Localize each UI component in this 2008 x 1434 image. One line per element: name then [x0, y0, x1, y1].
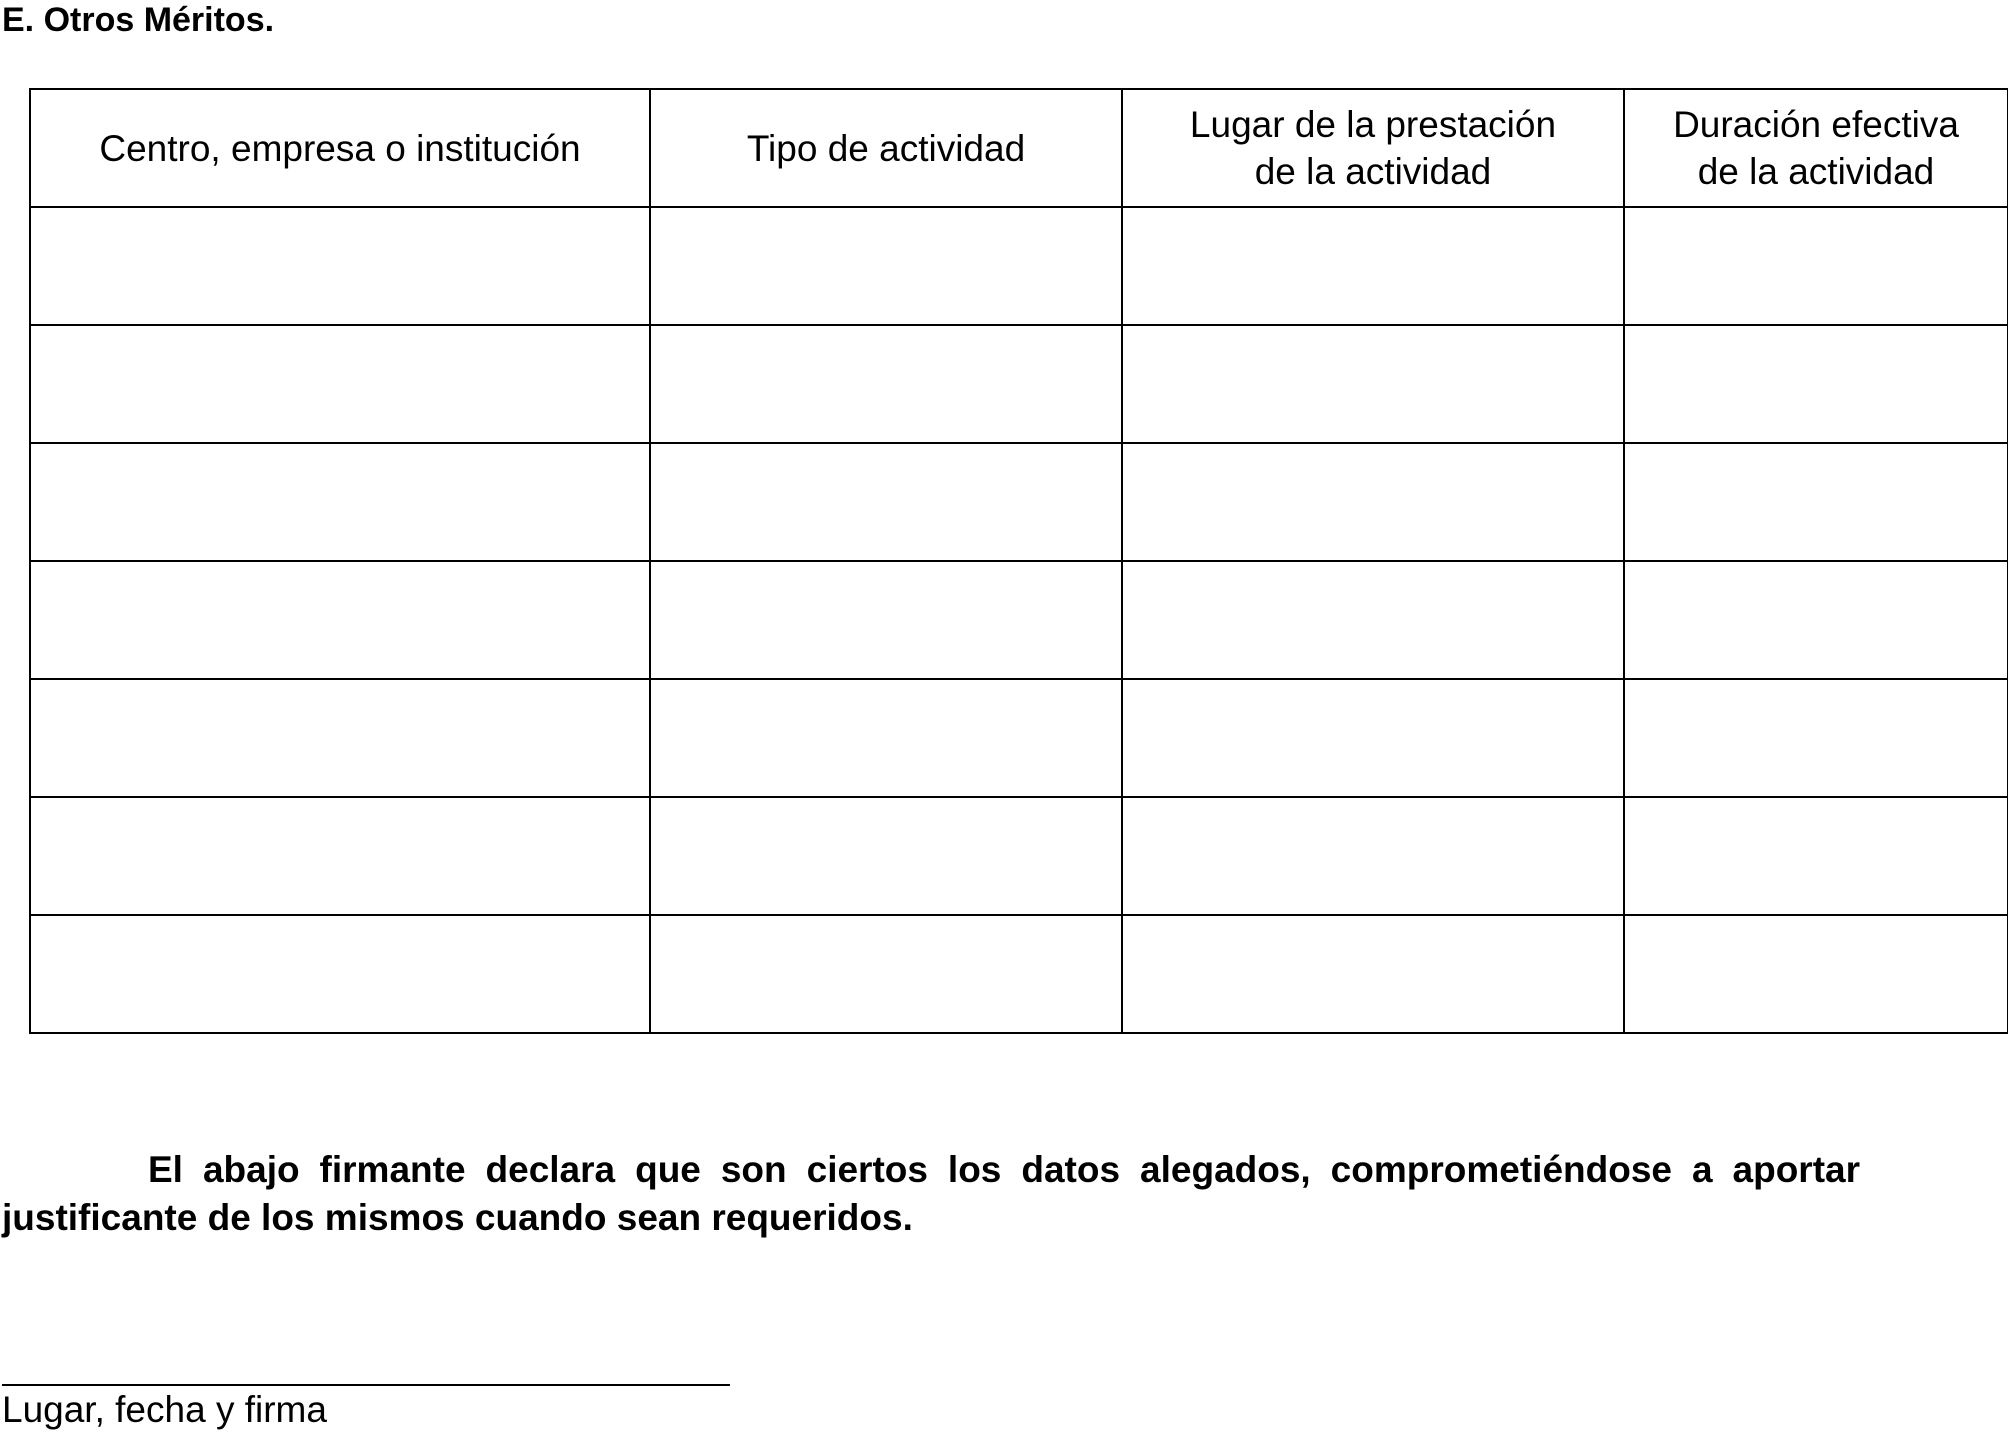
table-cell-duracion[interactable]	[1624, 207, 2008, 325]
table-cell-lugar[interactable]	[1122, 797, 1624, 915]
table-cell-lugar[interactable]	[1122, 679, 1624, 797]
table-cell-duracion[interactable]	[1624, 443, 2008, 561]
table-row	[30, 797, 2008, 915]
table-row	[30, 679, 2008, 797]
table-cell-centro[interactable]	[30, 915, 650, 1033]
table-cell-tipo[interactable]	[650, 915, 1122, 1033]
table-cell-centro[interactable]	[30, 443, 650, 561]
table-cell-centro[interactable]	[30, 679, 650, 797]
header-duracion-line-2: de la actividad	[1697, 151, 1935, 192]
table-cell-centro[interactable]	[30, 561, 650, 679]
table-body	[30, 207, 2008, 1033]
signature-line	[2, 1384, 730, 1386]
section-title: E. Otros Méritos.	[2, 1, 275, 39]
table-cell-centro[interactable]	[30, 325, 650, 443]
table-cell-lugar[interactable]	[1122, 443, 1624, 561]
table-cell-duracion[interactable]	[1624, 915, 2008, 1033]
declaration-text: El abajo firmante declara que son ciertos los datos alegados, comprometiéndose a aportar justificante de los mismos cuando sean requeridos.	[2, 1149, 1860, 1238]
header-lugar-line-2: de la actividad	[1254, 151, 1492, 192]
table-cell-duracion[interactable]	[1624, 561, 2008, 679]
table-header-row	[30, 89, 2008, 207]
table-cell-tipo[interactable]	[650, 443, 1122, 561]
table-cell-tipo[interactable]	[650, 325, 1122, 443]
table-row	[30, 915, 2008, 1033]
merits-table	[29, 88, 2008, 1034]
table-cell-centro[interactable]	[30, 797, 650, 915]
header-tipo-line-1: Tipo de actividad	[746, 127, 1026, 169]
header-duracion-line-1: Duración efectiva	[1673, 104, 1959, 145]
header-centro-line-1: Centro, empresa o institución	[99, 127, 581, 169]
table-cell-lugar[interactable]	[1122, 915, 1624, 1033]
table-cell-lugar[interactable]	[1122, 561, 1624, 679]
header-lugar	[1122, 89, 1624, 207]
table-row	[30, 325, 2008, 443]
table-cell-centro[interactable]	[30, 207, 650, 325]
header-centro	[30, 89, 650, 207]
table-cell-duracion[interactable]	[1624, 797, 2008, 915]
table-row	[30, 561, 2008, 679]
table-cell-tipo[interactable]	[650, 561, 1122, 679]
header-lugar-line-1: Lugar de la prestación	[1189, 104, 1557, 145]
table-row	[30, 207, 2008, 325]
table-cell-lugar[interactable]	[1122, 325, 1624, 443]
table-cell-tipo[interactable]	[650, 679, 1122, 797]
header-duracion	[1624, 89, 2008, 207]
table-row	[30, 443, 2008, 561]
signature-label: Lugar, fecha y firma	[2, 1389, 327, 1430]
table-cell-tipo[interactable]	[650, 207, 1122, 325]
table-cell-lugar[interactable]	[1122, 207, 1624, 325]
table-cell-duracion[interactable]	[1624, 325, 2008, 443]
header-tipo	[650, 89, 1122, 207]
table-cell-duracion[interactable]	[1624, 679, 2008, 797]
table-cell-tipo[interactable]	[650, 797, 1122, 915]
